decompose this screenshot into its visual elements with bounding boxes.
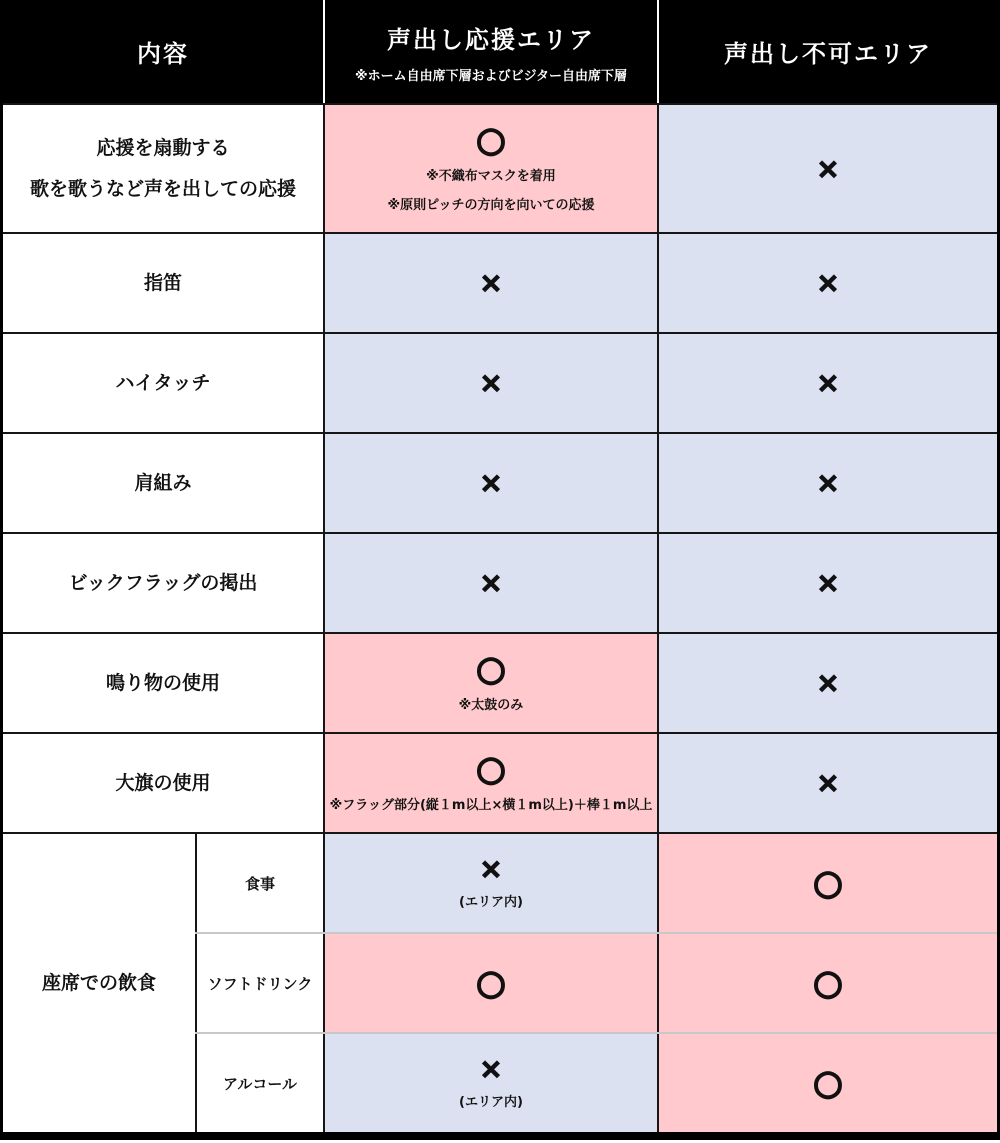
no-voice-area-cell — [657, 934, 997, 1032]
table-row-alcohol — [195, 1032, 997, 1132]
food-drink-section — [3, 832, 997, 1132]
cheer-area-cell — [323, 105, 657, 232]
cheer-area-cell — [323, 1034, 657, 1132]
cheer-area-cell — [323, 234, 657, 332]
permission-mark: ○ — [476, 748, 506, 789]
permission-mark: × — [479, 366, 503, 399]
permission-mark: × — [479, 851, 503, 885]
cheer-area-cell — [323, 834, 657, 932]
permission-mark: × — [479, 266, 503, 299]
no-voice-area-cell — [657, 105, 997, 232]
cheer-area-cell — [323, 734, 657, 832]
cheer-area-cell — [323, 534, 657, 632]
no-voice-area-cell — [657, 634, 997, 732]
no-voice-area-cell — [657, 834, 997, 932]
row-label-line: ハイタッチ — [115, 371, 211, 394]
table-row-finger-whistle — [3, 232, 997, 332]
row-label-line: 歌を歌うなど声を出しての応援 — [29, 177, 296, 200]
food-section-rows — [195, 834, 997, 1132]
cheer-area-cell — [323, 934, 657, 1032]
header-no-voice-area-cell — [657, 0, 997, 103]
permission-mark: × — [479, 466, 503, 499]
note: (エリア内) — [459, 894, 523, 910]
header-row — [3, 0, 997, 103]
no-voice-area-cell — [657, 734, 997, 832]
row-label — [3, 534, 323, 632]
sub-row-label-text: アルコール — [222, 1074, 298, 1093]
permission-mark: ○ — [476, 119, 506, 160]
row-label — [3, 105, 323, 232]
sub-row-label-text: ソフトドリンク — [207, 974, 313, 993]
row-label-line: 鳴り物の使用 — [105, 671, 220, 694]
permission-mark: × — [479, 566, 503, 599]
header-cheer-area-note: ※ホーム自由席下層およびビジター自由席下層 — [354, 68, 628, 84]
table-row-soft-drinks — [195, 932, 997, 1032]
no-voice-area-cell — [657, 334, 997, 432]
row-label-line: 大旗の使用 — [115, 771, 211, 794]
row-label — [3, 334, 323, 432]
sub-row-label — [195, 1034, 323, 1132]
sub-row-label — [195, 934, 323, 1032]
food-section-label — [3, 834, 195, 1132]
header-cheer-area-cell — [323, 0, 657, 103]
permission-mark: × — [816, 266, 840, 299]
row-label — [3, 234, 323, 332]
row-label-line: 応援を扇動する — [96, 136, 230, 159]
table-row-big-flag — [3, 532, 997, 632]
permission-mark: × — [816, 466, 840, 499]
note: ※不織布マスクを着用 — [426, 168, 556, 184]
header-cheer-area-label: 声出し応援エリア — [387, 25, 595, 54]
permission-mark: ○ — [813, 963, 843, 1003]
row-label-line: 肩組み — [134, 471, 192, 494]
header-content-cell — [3, 0, 323, 103]
sub-row-label-text: 食事 — [244, 874, 275, 893]
permission-mark: ○ — [813, 863, 843, 903]
table-row-large-flag-use — [3, 732, 997, 832]
sub-row-label — [195, 834, 323, 932]
table-row-meals — [195, 834, 997, 932]
table-row-high-touch — [3, 332, 997, 432]
row-label-line: 座席での飲食 — [41, 971, 156, 994]
header-content-label: 内容 — [137, 40, 189, 68]
table-row-voice-cheering — [3, 103, 997, 232]
permission-mark: × — [816, 666, 840, 699]
no-voice-area-cell — [657, 1034, 997, 1132]
no-voice-area-cell — [657, 234, 997, 332]
header-no-voice-area-label: 声出し不可エリア — [724, 40, 932, 68]
row-label — [3, 634, 323, 732]
permission-mark: × — [816, 366, 840, 399]
permission-mark: × — [816, 566, 840, 599]
no-voice-area-cell — [657, 534, 997, 632]
note: ※太鼓のみ — [458, 697, 524, 713]
row-label — [3, 734, 323, 832]
row-label — [3, 434, 323, 532]
note: (エリア内) — [459, 1094, 523, 1110]
row-label-line: ビックフラッグの掲出 — [68, 571, 258, 594]
note: ※フラッグ部分(縦１m以上×横１m以上)＋棒１m以上 — [329, 797, 653, 813]
row-label-line: 指笛 — [143, 271, 182, 294]
cheer-area-cell — [323, 334, 657, 432]
permission-mark: ○ — [476, 963, 506, 1003]
permission-mark: ○ — [813, 1063, 843, 1103]
table-row-noisemakers — [3, 632, 997, 732]
table-row-shoulder-linking — [3, 432, 997, 532]
no-voice-area-cell — [657, 434, 997, 532]
cheer-area-cell — [323, 634, 657, 732]
cheer-area-cell — [323, 434, 657, 532]
permission-mark: × — [479, 1051, 503, 1085]
note: ※原則ピッチの方向を向いての応援 — [387, 197, 595, 213]
permission-mark: × — [816, 766, 840, 799]
permission-mark: × — [816, 151, 840, 185]
permission-mark: ○ — [476, 648, 506, 689]
